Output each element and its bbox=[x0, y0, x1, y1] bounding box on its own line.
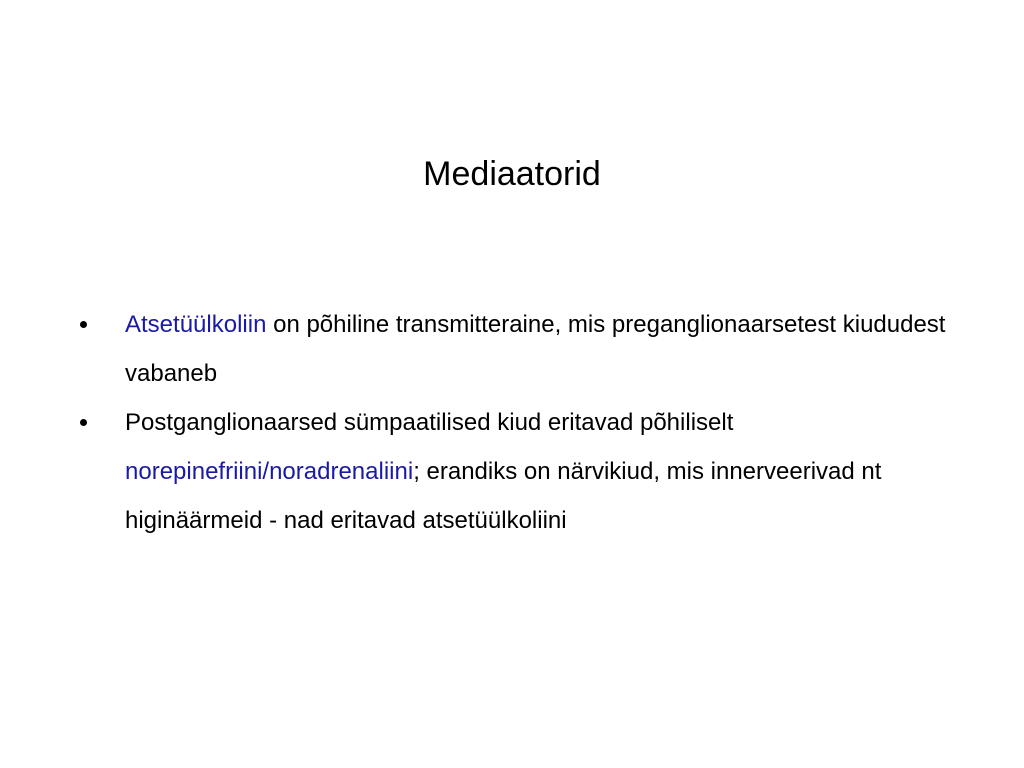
bullet-text: ; erandiks on närvikiud, mis innerveerivad nt higinäärmeid - nad eritavad atsetüülkoliini bbox=[125, 458, 882, 534]
bullet-item-postganglionic bbox=[80, 398, 980, 545]
bullet-text: Postganglionaarsed sümpaatilised kiud eritavad põhiliselt bbox=[125, 409, 734, 436]
bullet-text: on põhiline transmitteraine, mis preganglionaarsetest kiududest vabaneb bbox=[125, 311, 946, 387]
term-norepinephrine: norepinefriini/noradrenaliini bbox=[125, 458, 414, 485]
bullet-item-acetylcholine bbox=[80, 300, 980, 398]
bullet-list bbox=[80, 300, 980, 545]
slide-title: Mediaatorid bbox=[423, 155, 601, 193]
bullet-dot-icon bbox=[80, 419, 87, 426]
term-acetylcholine: Atsetüülkoliin bbox=[125, 311, 267, 338]
bullet-dot-icon bbox=[80, 321, 87, 328]
